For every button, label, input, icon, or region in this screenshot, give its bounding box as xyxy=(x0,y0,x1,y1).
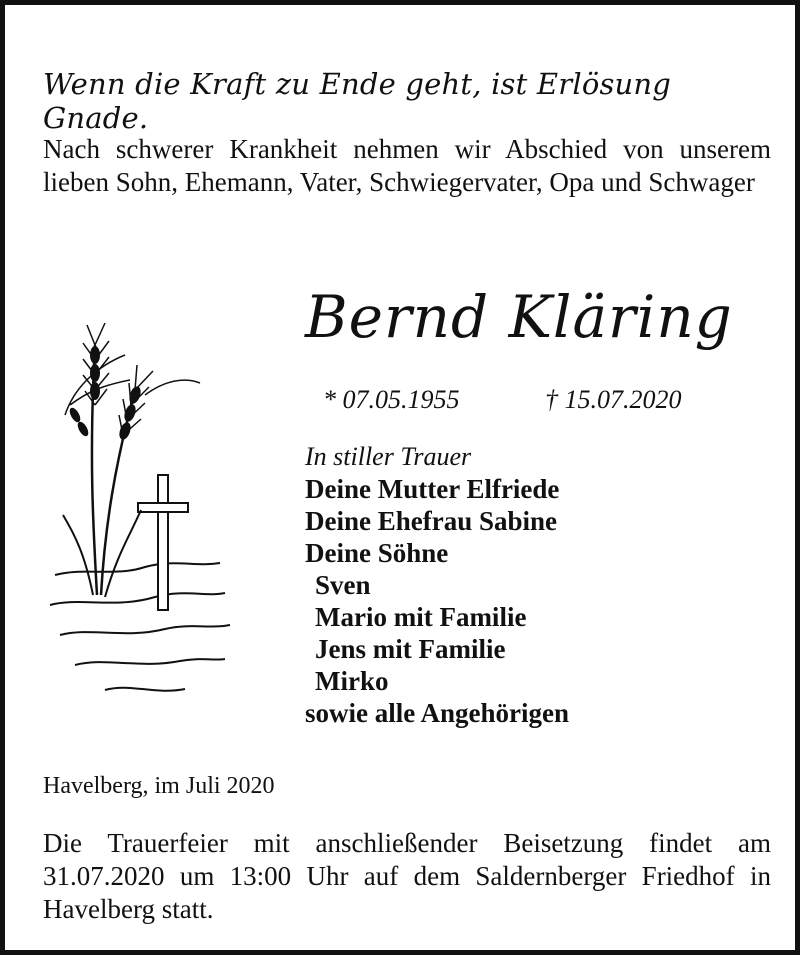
mourner-line: Deine Söhne xyxy=(305,538,449,568)
mourner-line: Deine Mutter Elfriede xyxy=(305,474,560,504)
motto: Wenn die Kraft zu Ende geht, ist Erlösung Gnade. xyxy=(43,67,672,135)
mourner-line: sowie alle Angehörigen xyxy=(305,698,569,728)
deceased-name: Bernd Kläring xyxy=(305,283,733,351)
ceremony-notice: Die Trauerfeier mit anschließender Beisetzung findet am 31.07.2020 um 13:00 Uhr auf dem Saldernberger Friedhof in Havelberg statt. xyxy=(43,828,771,924)
intro-text: Nach schwerer Krankheit nehmen wir Abschied von unserem lieben Sohn, Ehemann, Vater, Schwiegervater, Opa und Schwager xyxy=(43,134,771,197)
birth-date: * 07.05.1955 xyxy=(323,385,460,414)
mourner-line: Deine Ehefrau Sabine xyxy=(305,506,558,536)
mourning-lead: In stiller Trauer xyxy=(305,442,472,471)
place-and-date: Havelberg, im Juli 2020 xyxy=(43,773,275,799)
mourner-line: Mario mit Familie xyxy=(315,602,527,632)
mourner-line: Sven xyxy=(315,570,371,600)
mourners-list xyxy=(305,441,775,729)
life-dates xyxy=(323,385,703,415)
wheat-and-cross-illustration xyxy=(45,305,235,715)
death-date: † 15.07.2020 xyxy=(545,385,682,414)
mourner-line: Mirko xyxy=(315,666,389,696)
mourner-line: Jens mit Familie xyxy=(315,634,506,664)
